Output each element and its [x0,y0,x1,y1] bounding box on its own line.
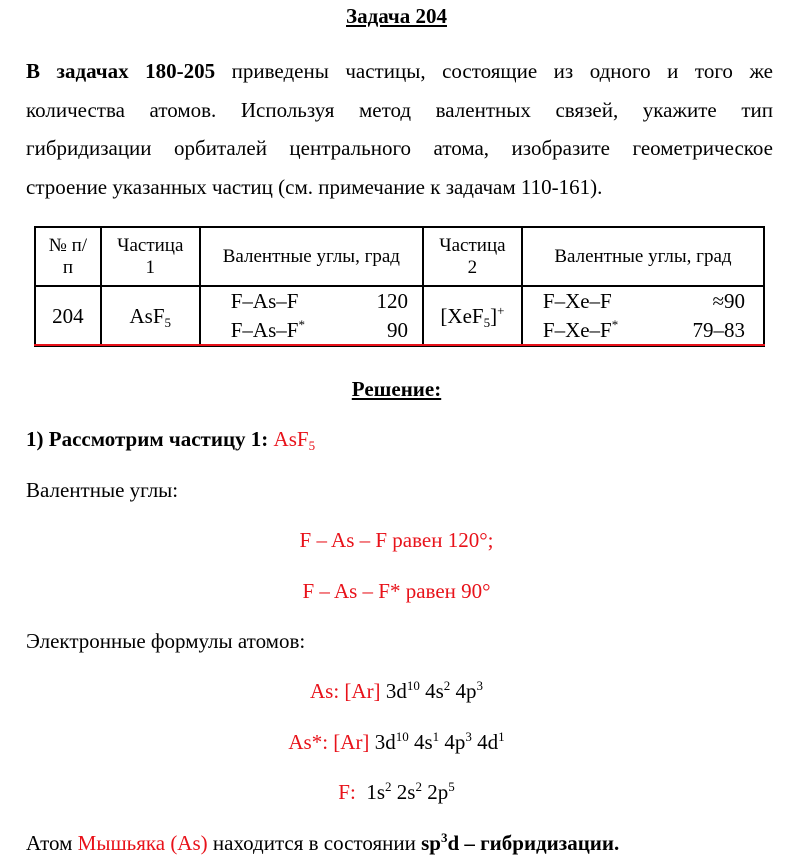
statement-line-2: количества атомов. Используя метод валентных связей, укажите тип [26,97,773,122]
particles-table [34,226,765,347]
as-excited-electron-formula: As*: [Ar] $3d^{10}$ $4s^1$ $4p^3$ $4d^1$ [288,729,505,754]
valence-angles-label: Валентные углы: [26,478,179,502]
solution-heading: Решение: [351,377,442,401]
f-electron-formula: F: $1s^2$ $2s^2$ $2p^5$ [338,779,455,804]
statement-line-4: строение указанных частиц (см. примечание к задачам 110-161). [26,174,603,199]
header-particle-1: Частица 1 [101,227,200,286]
header-number: № п/п [35,227,101,286]
angles-1-cell: F–As–F 120 F–As–F* 90 [200,286,423,346]
angle-line-1: F – As – F равен 120°; [299,528,494,552]
header-angles-1: Валентные углы, град [200,227,423,286]
angle-line-2: F – As – F* равен 90° [302,579,491,603]
statement-line-3: гибридизации орбиталей центрального атома, изобразите геометрическое [26,136,773,160]
table-row [35,286,764,346]
row-number: 204 [35,286,101,346]
problem-title: Задача 204 [346,4,447,28]
as-electron-formula: As: [Ar] $3d^{10}$ $4s^2$ $4p^3$ [309,678,483,703]
step-1-heading: 1) Рассмотрим частицу 1: AsF$_5$ [26,427,316,453]
particle-2-cell: [XeF$_5$]+ [423,286,522,346]
statement-line-1: приведены частицы, состоящие из одного и того же [231,59,773,83]
table-bottom-red-line [34,344,765,346]
header-angles-2: Валентные углы, град [522,227,764,286]
angles-2-cell: F–Xe–F ≈90 F–Xe–F* 79–83 [522,286,764,346]
table-header-row [35,227,764,286]
particle-1-cell: AsF$_5$ [101,286,200,346]
formulas-label: Электронные формулы атомов: [26,629,306,653]
statement-bold-range: В задачах 180-205 [26,59,216,83]
header-particle-2: Частица 2 [423,227,522,286]
hybridization-statement: Атом Мышьяка (As) находится в состоянии $sp^3d$ – гибридизации. [26,830,620,855]
problem-statement [26,52,773,206]
